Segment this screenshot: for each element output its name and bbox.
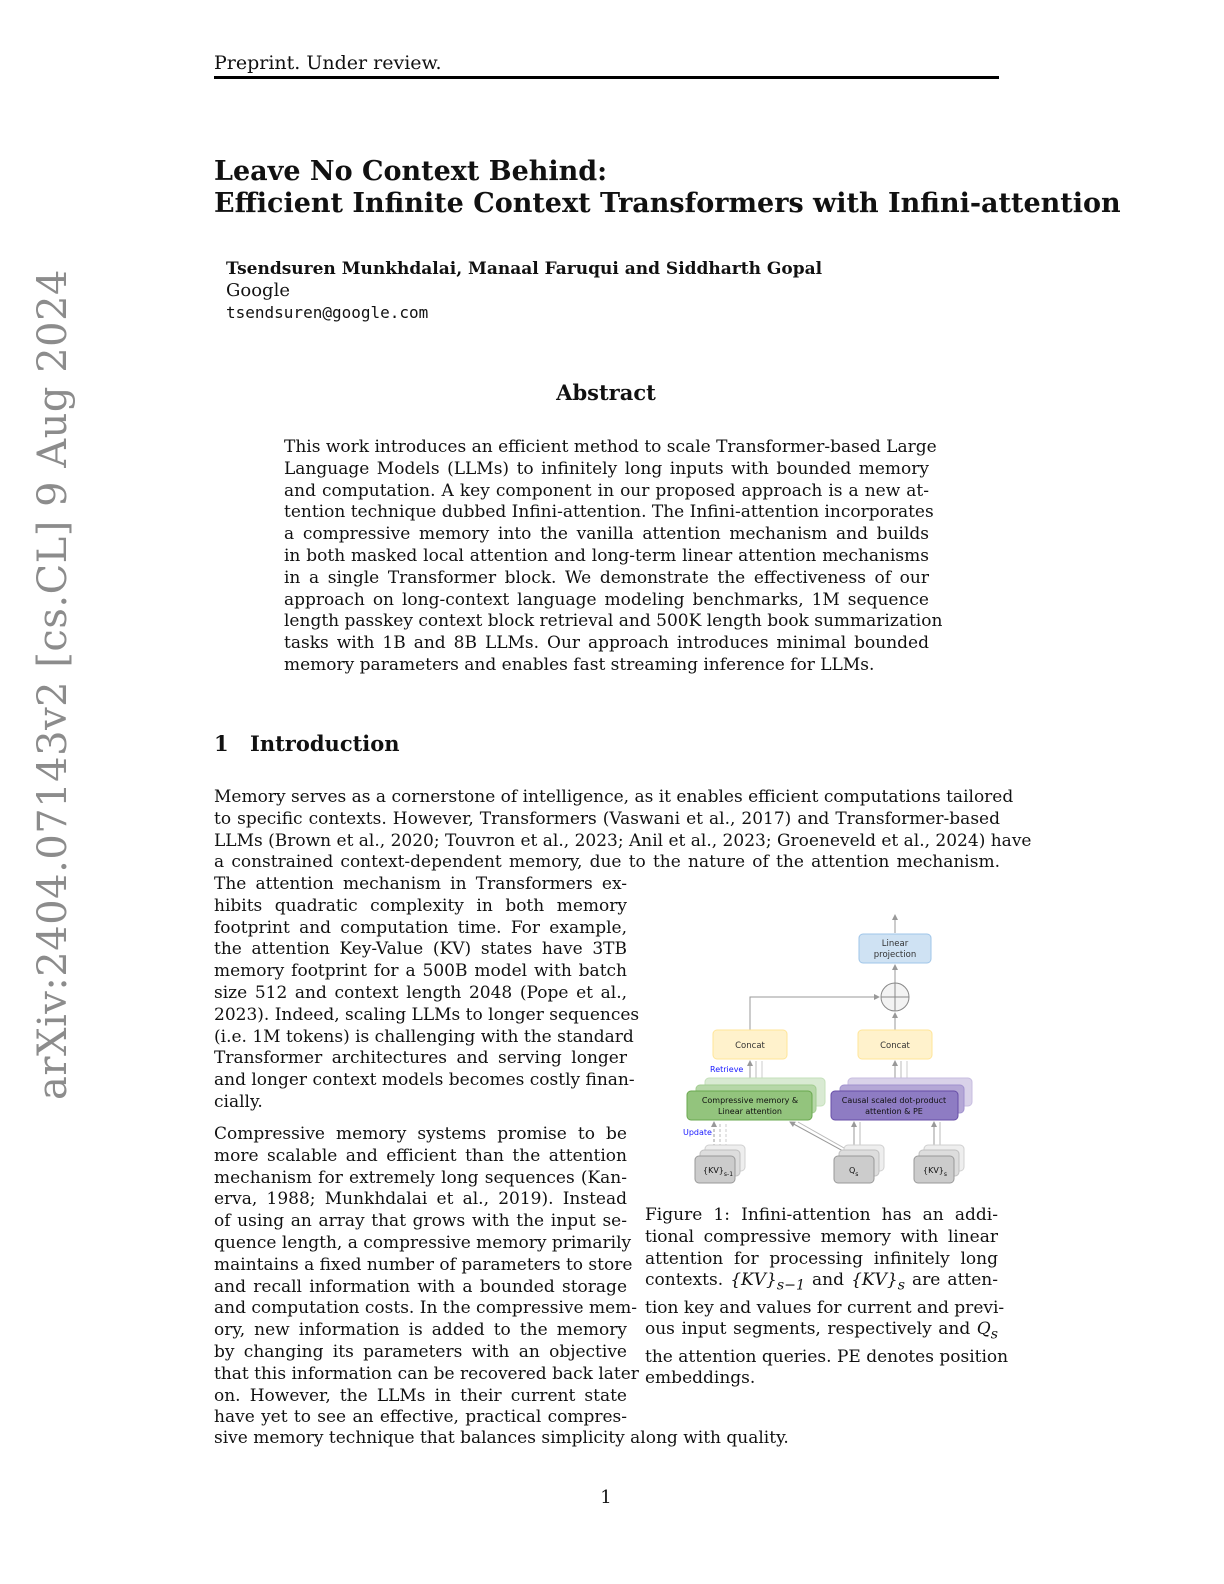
kv-cur-label: $\{KV\}_s$ xyxy=(923,1166,948,1178)
figure-1-caption xyxy=(645,1205,1009,1390)
running-header: Preprint. Under review. xyxy=(214,52,442,74)
concat-right-label: Concat xyxy=(880,1041,910,1051)
abstract-line: in both masked local attention and long-term linear attention mechanisms xyxy=(284,545,929,566)
text-line: The attention mechanism in Transformers ex- xyxy=(214,874,627,894)
arxiv-identifier: arXiv:2404.07143v2 [cs.CL] 9 Aug 2024 xyxy=(30,269,76,1100)
caption-line: contexts. $\{KV\}_{s-1}$ and $\{KV\}_s$ are atten- xyxy=(645,1270,998,1294)
text-line: Transformer architectures and serving longer xyxy=(214,1048,627,1069)
author-email[interactable]: tsendsuren@google.com xyxy=(226,303,429,322)
caption-line: tion key and values for current and previ- xyxy=(645,1297,1005,1318)
text-line: more scalable and efficient than the attention xyxy=(214,1145,627,1166)
title-line-1: Leave No Context Behind: xyxy=(214,156,608,187)
intro-paragraph-3 xyxy=(214,1124,639,1429)
kv-prev-label: $\{KV\}_{s-1}$ xyxy=(703,1166,734,1178)
text-line: size 512 and context length 2048 (Pope et al., xyxy=(214,982,627,1003)
abstract-line: length passkey context block retrieval and 500K length book summarization xyxy=(284,611,943,632)
text-line: ory, new information is added to the memory xyxy=(214,1320,627,1341)
section-number: 1 xyxy=(214,731,229,756)
concat-left-label: Concat xyxy=(735,1041,765,1051)
abstract-heading: Abstract xyxy=(556,380,656,405)
causal-label-1: Causal scaled dot-product xyxy=(841,1096,947,1105)
abstract-line: This work introduces an efficient method to scale Transformer-based Large xyxy=(284,437,937,457)
infini-attention-diagram-svg xyxy=(672,905,982,1190)
text-line: mechanism for extremely long sequences (Kan- xyxy=(214,1167,627,1188)
text-line: Compressive memory systems promise to be xyxy=(214,1124,627,1144)
abstract-line: Language Models (LLMs) to infinitely long inputs with bounded memory xyxy=(284,458,929,479)
caption-line: Figure 1: Infini-attention has an addi- xyxy=(645,1205,998,1225)
title-line-2: Efficient Infinite Context Transformers with Infini-attention xyxy=(214,188,1121,219)
abstract-line: a compressive memory into the vanilla attention mechanism and builds xyxy=(284,524,929,545)
q-label: $Q_s$ xyxy=(849,1166,859,1178)
header-rule xyxy=(214,76,999,79)
linear-projection-label-1: Linear xyxy=(881,939,909,949)
figure-1-diagram xyxy=(672,905,982,1194)
abstract-line: approach on long-context language modeling benchmarks, 1M sequence xyxy=(284,589,929,610)
update-label: Update xyxy=(683,1128,712,1137)
text-line: to specific contexts. However, Transformers (Vaswani et al., 2017) and Transformer-based xyxy=(214,808,1000,829)
left-concat-to-sum-arrow xyxy=(750,997,879,1030)
caption-line: attention for processing infinitely long xyxy=(645,1248,998,1269)
text-line: hibits quadratic complexity in both memory xyxy=(214,895,627,916)
paper-title xyxy=(214,156,1121,220)
caption-line: ous input segments, respectively and $Q_s$ xyxy=(645,1319,998,1343)
compressive-label-2: Linear attention xyxy=(718,1107,782,1116)
text-line: erva, 1988; Munkhdalai et al., 2019). Instead xyxy=(214,1189,627,1210)
section-heading xyxy=(214,731,400,756)
text-line: cially. xyxy=(214,1091,263,1112)
compressive-label-1: Compressive memory & xyxy=(701,1096,799,1105)
abstract-line: memory parameters and enables fast streaming inference for LLMs. xyxy=(284,654,875,675)
retrieve-label: Retrieve xyxy=(710,1065,744,1074)
author-affiliation: Google xyxy=(226,280,290,301)
abstract-body xyxy=(284,437,943,677)
caption-line: the attention queries. PE denotes position xyxy=(645,1346,1009,1367)
text-line: and computation costs. In the compressive mem- xyxy=(214,1298,637,1319)
text-line: of using an array that grows with the input se- xyxy=(214,1211,627,1232)
text-line: maintains a fixed number of parameters to store xyxy=(214,1254,633,1275)
text-line: and longer context models becomes costly finan- xyxy=(214,1070,635,1091)
text-line: that this information can be recovered back later xyxy=(214,1363,639,1384)
text-line: the attention Key-Value (KV) states have 3TB xyxy=(214,939,627,960)
author-names: Tsendsuren Munkhdalai, Manaal Faruqui and Siddharth Gopal xyxy=(226,259,823,279)
intro-paragraph-1 xyxy=(214,787,1032,874)
text-line: a constrained context-dependent memory, due to the nature of the attention mechanism. xyxy=(214,852,1000,873)
caption-line: embeddings. xyxy=(645,1368,756,1389)
text-line: by changing its parameters with an objective xyxy=(214,1341,627,1362)
text-line: 2023). Indeed, scaling LLMs to longer sequences xyxy=(214,1004,640,1025)
text-line: memory footprint for a 500B model with batch xyxy=(214,961,627,982)
causal-label-2: attention & PE xyxy=(865,1107,923,1116)
linear-projection-label-2: projection xyxy=(873,950,917,960)
text-line: quence length, a compressive memory primarily xyxy=(214,1232,632,1253)
text-line: have yet to see an effective, practical compres- xyxy=(214,1407,627,1428)
abstract-line: tention technique dubbed Infini-attention. The Infini-attention incorporates xyxy=(284,502,934,523)
intro-paragraph-2 xyxy=(214,874,640,1114)
caption-line: tional compressive memory with linear xyxy=(645,1226,998,1247)
abstract-line: and computation. A key component in our proposed approach is a new at- xyxy=(284,480,929,501)
text-line: on. However, the LLMs in their current state xyxy=(214,1385,627,1406)
abstract-line: tasks with 1B and 8B LLMs. Our approach introduces minimal bounded xyxy=(284,633,929,654)
text-line: footprint and computation time. For example, xyxy=(214,917,627,938)
text-line: Memory serves as a cornerstone of intelligence, as it enables efficient computations tailored xyxy=(214,787,1014,807)
text-line: (i.e. 1M tokens) is challenging with the standard xyxy=(214,1026,634,1047)
intro-paragraph-3-tail xyxy=(214,1428,1000,1450)
section-title: Introduction xyxy=(250,731,400,756)
text-line: and recall information with a bounded storage xyxy=(214,1276,627,1297)
page-number: 1 xyxy=(600,1487,612,1508)
text-line: sive memory technique that balances simplicity along with quality. xyxy=(214,1428,789,1448)
abstract-line: in a single Transformer block. We demonstrate the effectiveness of our xyxy=(284,567,929,588)
text-line: LLMs (Brown et al., 2020; Touvron et al., 2023; Anil et al., 2023; Groeneveld et al., 2024) have xyxy=(214,830,1032,851)
